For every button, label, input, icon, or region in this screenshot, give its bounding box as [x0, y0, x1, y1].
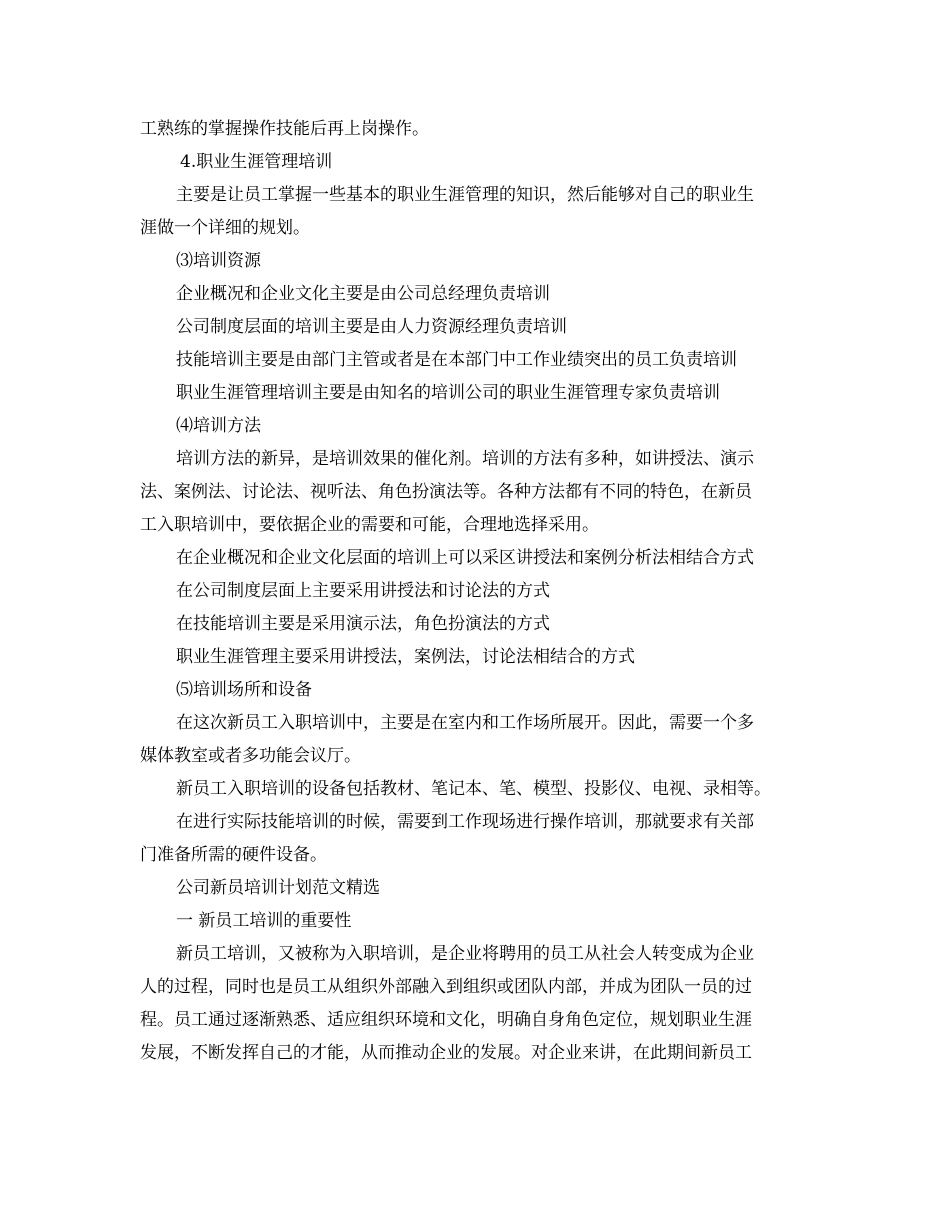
paragraph-line: 在技能培训主要是采用演示法，角色扮演法的方式	[176, 614, 550, 634]
section-heading: 4.职业生涯管理培训	[180, 152, 333, 172]
paragraph-line: 企业概况和企业文化主要是由公司总经理负责培训	[176, 284, 550, 304]
paragraph-line: 法、案例法、讨论法、视听法、角色扮演法等。各种方法都有不同的特色，在新员	[140, 482, 752, 502]
section-heading: 一 新员工培训的重要性	[176, 911, 352, 931]
paragraph-line: 媒体教室或者多功能会议厅。	[140, 746, 361, 766]
paragraph-line: 涯做一个详细的规划。	[140, 218, 310, 238]
section-heading: ⑶培训资源	[176, 251, 261, 271]
paragraph-line: 主要是让员工掌握一些基本的职业生涯管理的知识，然后能够对自己的职业生	[176, 185, 754, 205]
paragraph-line: 工入职培训中，要依据企业的需要和可能，合理地选择采用。	[140, 515, 599, 535]
paragraph-line: 新员工培训，又被称为入职培训，是企业将聘用的员工从社会人转变成为企业	[176, 944, 754, 964]
paragraph-line: 技能培训主要是由部门主管或者是在本部门中工作业绩突出的员工负责培训	[176, 350, 737, 370]
paragraph-line: 在公司制度层面上主要采用讲授法和讨论法的方式	[176, 581, 550, 601]
section-heading: ⑷培训方法	[176, 416, 261, 436]
paragraph-line: 新员工入职培训的设备包括教材、笔记本、笔、模型、投影仪、电视、录相等。	[176, 779, 771, 799]
paragraph-line: 公司制度层面的培训主要是由人力资源经理负责培训	[176, 317, 567, 337]
paragraph-line: 培训方法的新异，是培训效果的催化剂。培训的方法有多种，如讲授法、演示	[176, 449, 754, 469]
paragraph-line: 职业生涯管理主要采用讲授法，案例法，讨论法相结合的方式	[176, 647, 635, 667]
paragraph-line: 工熟练的掌握操作技能后再上岗操作。	[140, 119, 429, 139]
paragraph-line: 在进行实际技能培训的时候，需要到工作现场进行操作培训，那就要求有关部	[176, 812, 754, 832]
paragraph-line: 在这次新员工入职培训中，主要是在室内和工作场所展开。因此，需要一个多	[176, 713, 754, 733]
paragraph-line: 程。员工通过逐渐熟悉、适应组织环境和文化，明确自身角色定位，规划职业生涯	[140, 1010, 752, 1030]
paragraph-line: 门准备所需的硬件设备。	[140, 845, 327, 865]
section-heading: ⑸培训场所和设备	[176, 680, 312, 700]
paragraph-line: 职业生涯管理培训主要是由知名的培训公司的职业生涯管理专家负责培训	[176, 383, 720, 403]
paragraph-line: 人的过程，同时也是员工从组织外部融入到组织或团队内部，并成为团队一员的过	[140, 977, 752, 997]
paragraph-line: 发展，不断发挥自己的才能，从而推动企业的发展。对企业来讲，在此期间新员工	[140, 1043, 752, 1063]
paragraph-line: 在企业概况和企业文化层面的培训上可以采区讲授法和案例分析法相结合方式	[176, 548, 754, 568]
document-title: 公司新员培训计划范文精选	[176, 878, 380, 898]
